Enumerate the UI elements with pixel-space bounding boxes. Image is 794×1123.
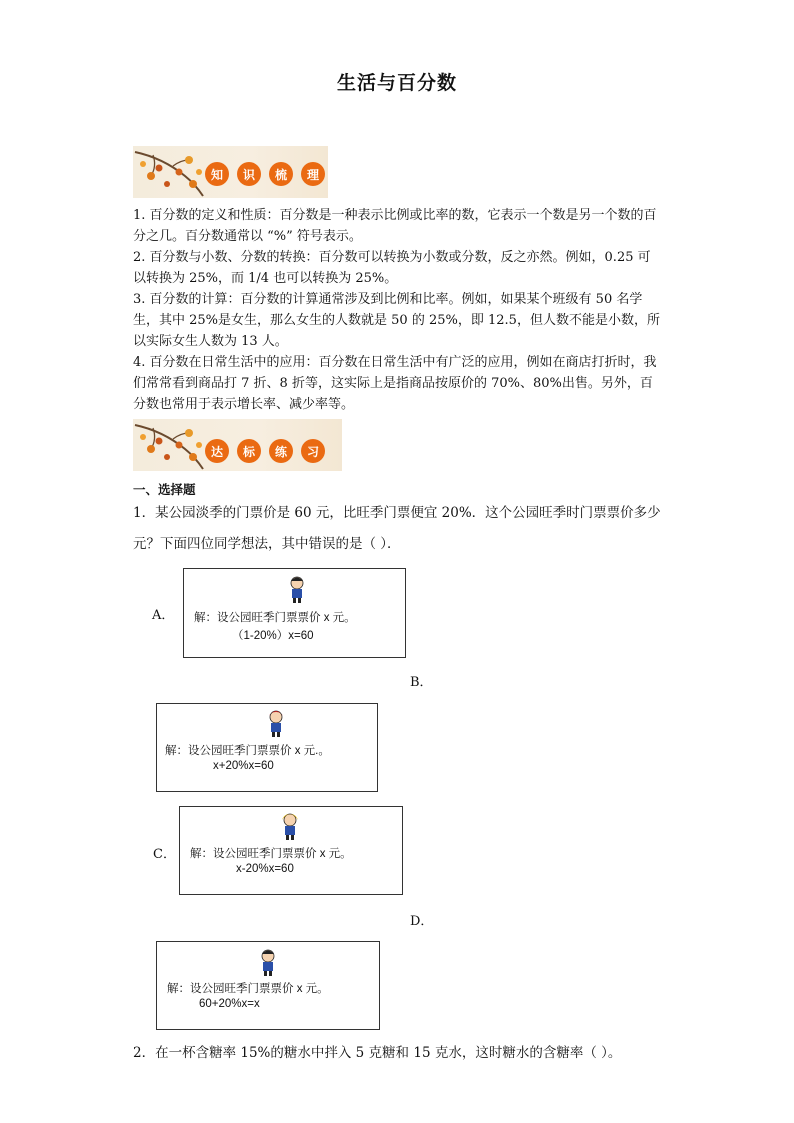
student-girl-icon — [265, 708, 287, 738]
practice-banner — [133, 419, 342, 471]
banner-char: 达 — [205, 439, 229, 463]
option-d-line1: 解：设公园旺季门票票价 x 元。 — [167, 983, 329, 995]
knowledge-item-2: 2. 百分数与小数、分数的转换：百分数可以转换为小数或分数，反之亦然。例如，0.25 可以转换为 25%，而 1/4 也可以转换为 25%。 — [133, 250, 651, 286]
banner-char: 梳 — [269, 162, 293, 186]
student-boy-icon — [257, 948, 279, 976]
option-d-box — [156, 941, 380, 1030]
knowledge-item-3: 3. 百分数的计算：百分数的计算通常涉及到比例和比率。例如，如果某个班级有 50 名学生，其中 25%是女生，那么女生的人数就是 50 的 25%，即 12.5，但人数不能是小数，所以实际女生人数为 13 人。 — [133, 292, 660, 349]
option-a-line2: （1-20%）x=60 — [232, 630, 314, 642]
option-b-line1: 解：设公园旺季门票票价 x 元.。 — [165, 745, 330, 757]
option-d-letter: D． — [410, 914, 434, 929]
option-d-line2: 60+20%x=x — [199, 998, 260, 1010]
student-boy-icon — [286, 575, 308, 603]
banner-char: 练 — [269, 439, 293, 463]
option-b-box — [156, 703, 378, 792]
autumn-branch-icon — [133, 419, 213, 471]
question-2: 2．在一杯含糖率 15%的糖水中拌入 5 克糖和 15 克水，这时糖水的含糖率（ ）。 — [133, 1045, 622, 1061]
banner-char: 习 — [301, 439, 325, 463]
page-title: 生活与百分数 — [336, 72, 457, 94]
autumn-branch-icon — [133, 146, 213, 198]
option-b-line2: x+20%x=60 — [213, 760, 274, 772]
option-a-box — [183, 568, 406, 658]
banner-char: 理 — [301, 162, 325, 186]
option-c-box — [179, 806, 403, 895]
knowledge-item-4: 4. 百分数在日常生活中的应用：百分数在日常生活中有广泛的应用，例如在商店打折时，我们常常看到商品打 7 折、8 折等，这实际上是指商品按原价的 70%、80%出售。另外，百分数也常用于表示增长率、减少率等。 — [133, 355, 657, 412]
option-c-letter: C． — [153, 847, 176, 862]
option-c-line2: x-20%x=60 — [236, 863, 294, 875]
option-a-line1: 解：设公园旺季门票票价 x 元。 — [194, 612, 356, 624]
student-girl-blonde-icon — [278, 811, 302, 841]
option-b-letter: B． — [410, 675, 433, 690]
knowledge-banner — [133, 146, 328, 198]
knowledge-item-1: 1. 百分数的定义和性质：百分数是一种表示比例或比率的数，它表示一个数是另一个数的百分之几。百分数通常以 “%” 符号表示。 — [133, 208, 657, 244]
banner-char: 识 — [237, 162, 261, 186]
option-a-letter: A． — [152, 608, 175, 623]
banner-char: 标 — [237, 439, 261, 463]
question-1: 1．某公园淡季的门票价是 60 元，比旺季门票便宜 20%．这个公园旺季时门票票价多少元？下面四位同学想法，其中错误的是（ ）． — [133, 505, 661, 552]
banner-char: 知 — [205, 162, 229, 186]
section-heading: 一、选择题 — [133, 482, 196, 497]
option-c-line1: 解：设公园旺季门票票价 x 元。 — [190, 848, 352, 860]
